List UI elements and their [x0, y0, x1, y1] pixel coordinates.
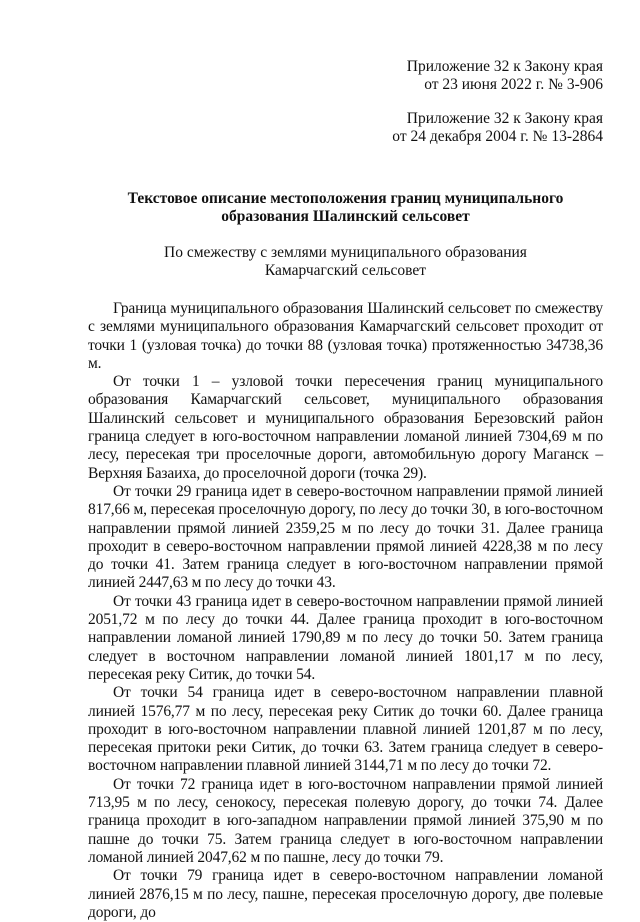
paragraph-2: От точки 1 – узловой точки пересечения границ муниципального образования Камарчагский сельсовет, муниципального образования Шалинский сельсовет и муниципального образования Березовский район граница следует в юго-восточном направлении ломаной линией 7304,69 м по лесу, пересекая три проселочные дороги, автомобильную дорогу Маганск – Верхняя Базаиха, до проселочной дороги (точка 29). [88, 373, 603, 482]
paragraph-6: От точки 72 граница идет в юго-восточном направлении прямой линией 713,95 м по лесу, сенокосу, пересекая полевую дорогу, до точки 74. Далее граница проходит в юго-западном направлении прямой линией 375,90 м по пашне до точки 75. Затем граница следует в юго-восточном направлении ломаной линией 2047,62 м по пашне, лесу до точки 79. [88, 775, 603, 866]
title-line1: Текстовое описание местоположения границ муниципального [127, 190, 564, 207]
document-title [88, 190, 603, 226]
document-body [88, 300, 603, 922]
annex-current-line2: от 23 июня 2022 г. № 3-906 [424, 76, 603, 93]
annex-original-line2: от 24 декабря 2004 г. № 13-2864 [392, 128, 603, 145]
paragraph-3: От точки 29 граница идет в северо-восточном направлении прямой линией 817,66 м, пересекая проселочную дорогу, по лесу до точки 30, в юго-восточном направлении прямой линией 2359,25 м по лесу до точки 31. Далее граница проходит в северо-восточном направлении прямой линией 4228,38 м по лесу до точки 41. Затем граница следует в юго-восточном направлении прямой линией 2447,63 м по лесу до точки 43. [88, 482, 603, 592]
section-subtitle [88, 244, 603, 280]
document-page [88, 58, 603, 922]
paragraph-5: От точки 54 граница идет в северо-восточном направлении плавной линией 1576,77 м по лесу, пересекая реку Ситик до точки 60. Далее граница проходит в юго-восточном направлении плавной линией 1201,87 м по лесу, пересекая притоки реки Ситик, до точки 63. Затем граница следует в северо-восточном направлении плавной линией 3144,71 м по лесу до точки 72. [88, 684, 603, 775]
paragraph-7: От точки 79 граница идет в северо-восточном направлении ломаной линией 2876,15 м по лесу, пашне, пересекая проселочную дорогу, две полевые дороги, до [88, 867, 603, 921]
subtitle-line2: Камарчагский сельсовет [264, 262, 427, 279]
annex-current-line1: Приложение 32 к Закону края [406, 58, 603, 75]
paragraph-1: Граница муниципального образования Шалинский сельсовет по смежеству с землями муниципального образования Камарчагский сельсовет проходит от точки 1 (узловая точка) до точки 88 (узловая точка) протяженностью 34738,36 м. [88, 300, 603, 372]
subtitle-line1: По смежеству с землями муниципального образования [164, 244, 527, 261]
annex-original-line1: Приложение 32 к Закону края [406, 110, 603, 127]
paragraph-4: От точки 43 граница идет в северо-восточном направлении прямой линией 2051,72 м по лесу до точки 44. Далее граница проходит в юго-восточном направлении ломаной линией 1790,89 м по лесу до точки 50. Затем граница следует в восточном направлении ломаной линией 1801,17 м по лесу, пересекая реку Ситик, до точки 54. [88, 592, 603, 683]
title-line2: образования Шалинский сельсовет [221, 208, 470, 225]
annex-header-original [88, 110, 603, 146]
annex-header-current [88, 58, 603, 94]
